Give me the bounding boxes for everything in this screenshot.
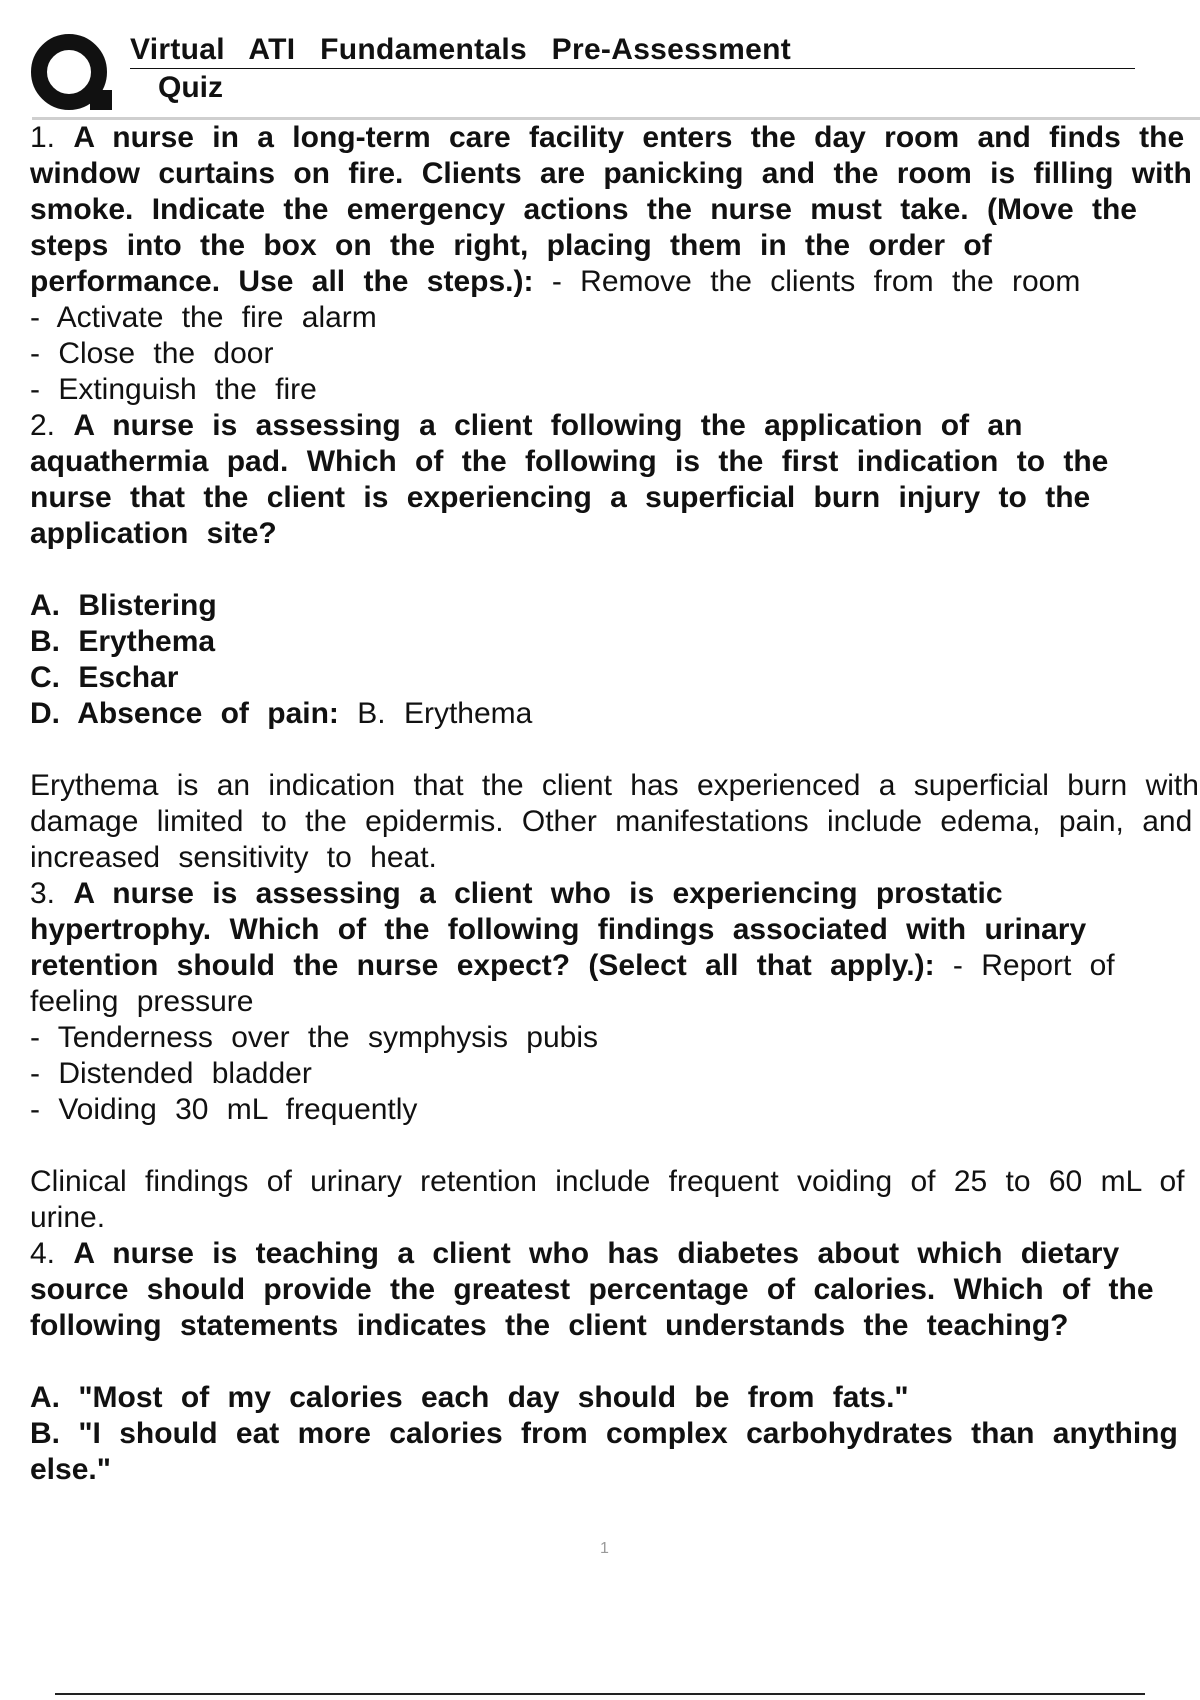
question-3-answer-item: - Tenderness over the symphysis pubis (30, 1021, 599, 1054)
question-3-answer-inline: - Report of feeling pressure (30, 949, 1115, 1018)
question-4-number: 4. (30, 1237, 56, 1270)
question-2-text: A nurse is assessing a client following the application of an aquathermia pad. Which of the following is the first indication to the nurse that the client is experiencing a superficial burn injury to the application site? (30, 409, 1109, 550)
question-1-answer-inline: - Remove the clients from the room (551, 265, 1081, 298)
document-subtitle: Quiz (158, 71, 223, 104)
document-title: Virtual ATI Fundamentals Pre-Assessment (130, 32, 1135, 69)
question-2 (30, 408, 1200, 876)
question-4-text: A nurse is teaching a client who has diabetes about which dietary source should provide the greatest percentage of calories. Which of the following statements indicates the client understands the teaching? (30, 1237, 1154, 1342)
question-1-text: A nurse in a long-term care facility enters the day room and finds the window curtains on fire. Clients are panicking and the room is filling with smoke. Indicate the emergency actions the nurse must take. (Move the steps into the box on the right, placing them in the order of performance. Use all the steps.): (30, 121, 1192, 298)
question-2-option: A. Blistering (30, 589, 217, 622)
question-4-option: B. "I should eat more calories from complex carbohydrates than anything else." (30, 1417, 1178, 1486)
document-header (130, 32, 1135, 107)
question-4-option: A. "Most of my calories each day should be from fats." (30, 1381, 909, 1414)
question-1-answer-item: - Extinguish the fire (30, 373, 317, 406)
question-4 (30, 1236, 1200, 1488)
question-1 (30, 120, 1200, 408)
question-1-number: 1. (30, 121, 56, 154)
question-1-answer-item: - Close the door (30, 337, 274, 370)
footer-divider (55, 1693, 1145, 1695)
question-2-option: D. Absence of pain: (30, 697, 339, 730)
question-1-answer-item: - Activate the fire alarm (30, 301, 377, 334)
quiz-content (30, 120, 1200, 1488)
question-3-answer-item: - Distended bladder (30, 1057, 312, 1090)
question-2-answer: B. Erythema (357, 697, 533, 730)
question-2-option: C. Eschar (30, 661, 179, 694)
question-2-number: 2. (30, 409, 56, 442)
quiz-logo-icon (28, 32, 114, 114)
page-number: 1 (600, 1540, 609, 1557)
question-3-answer-item: - Voiding 30 mL frequently (30, 1093, 418, 1126)
question-2-option: B. Erythema (30, 625, 216, 658)
question-3-text: A nurse is assessing a client who is experiencing prostatic hypertrophy. Which of the following findings associated with urinary retention should the nurse expect? (Select all that apply.): (30, 877, 1087, 982)
question-2-explanation: Erythema is an indication that the client has experienced a superficial burn with damage limited to the epidermis. Other manifestations include edema, pain, and increased sensitivity to heat. (30, 769, 1199, 874)
question-3 (30, 876, 1200, 1236)
question-3-number: 3. (30, 877, 56, 910)
question-3-explanation: Clinical findings of urinary retention include frequent voiding of 25 to 60 mL of urine. (30, 1165, 1185, 1234)
